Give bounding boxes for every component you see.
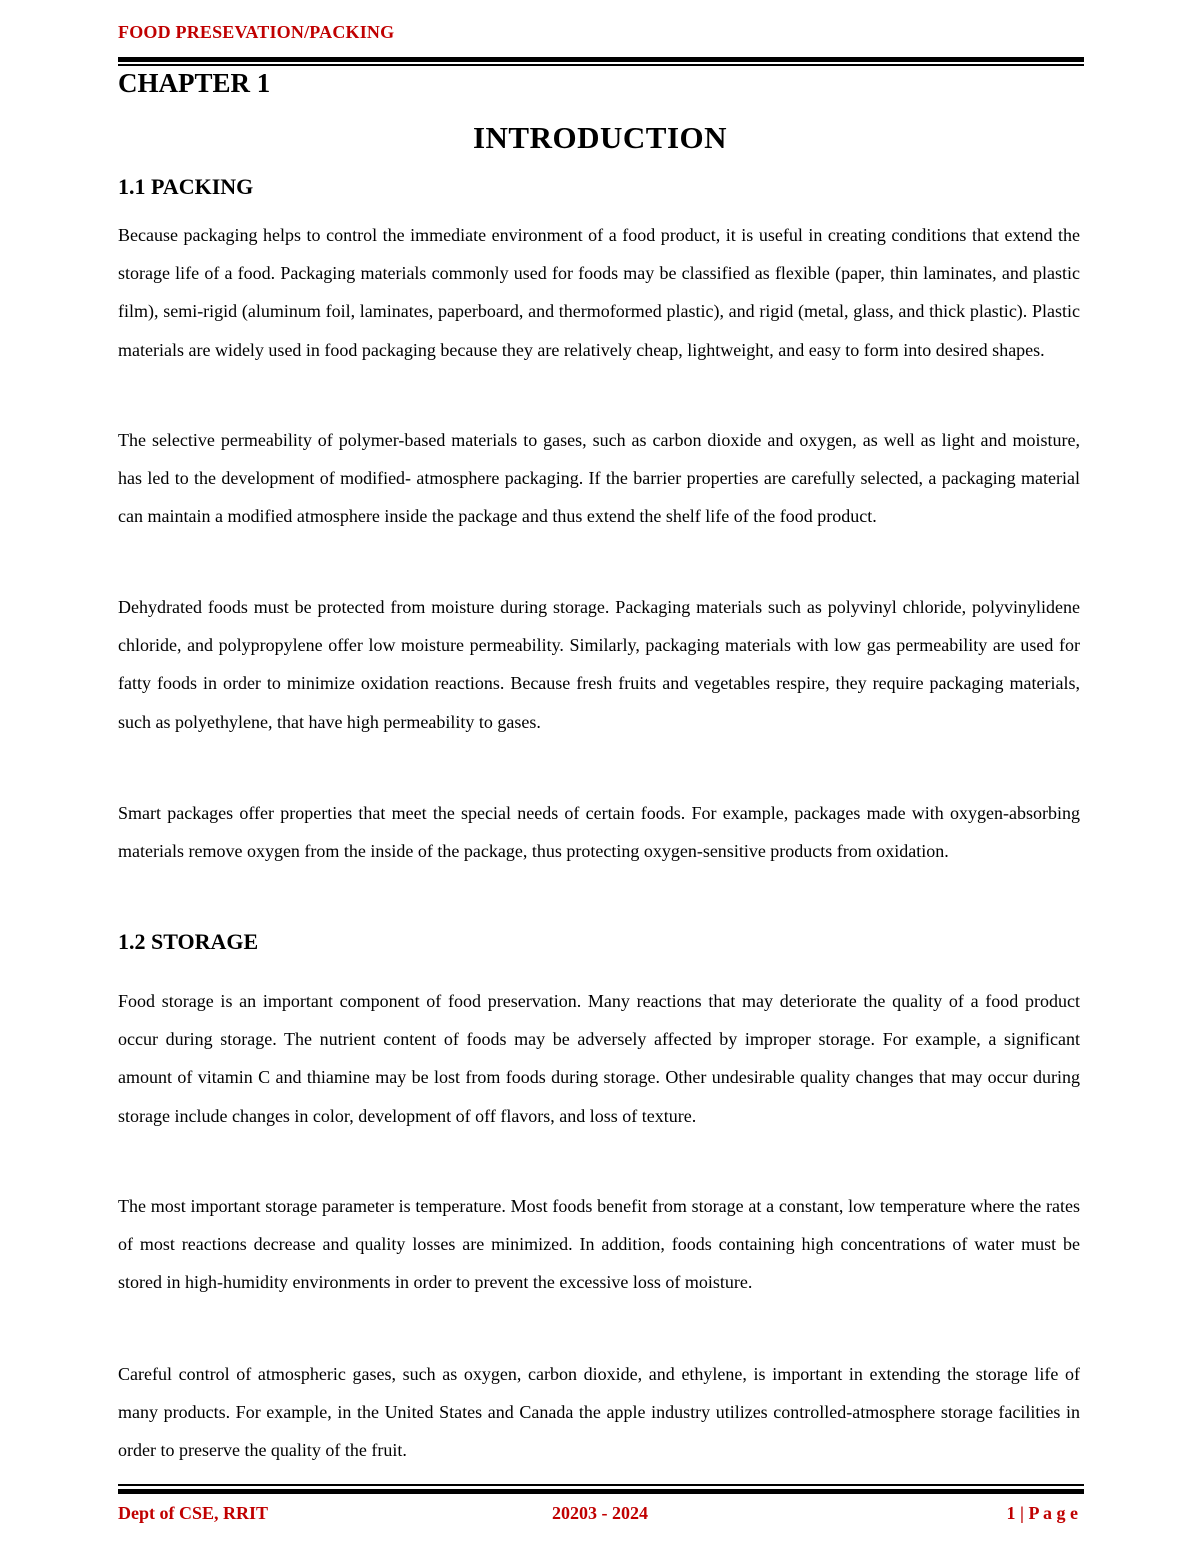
paragraph-text: The most important storage parameter is temperature. Most foods benefit from storage at a constant, low temperature where the rates of most reactions decrease and quality losses are minimized. In addition, foods containing high concentrations of water must be stored in high-humidity environments in order to prevent the excessive loss of moisture. xyxy=(118,1196,1080,1293)
paragraph xyxy=(118,982,1080,1135)
section-heading: 1.1 PACKING xyxy=(118,174,254,199)
paragraph-text: Food storage is an important component of food preservation. Many reactions that may deteriorate the quality of a food product occur during storage. The nutrient content of foods may be adversely affected by improper storage. For example, a significant amount of vitamin C and thiamine may be lost from foods during storage. Other undesirable quality changes that may occur during storage include changes in color, development of off flavors, and loss of texture. xyxy=(118,991,1080,1126)
paragraph-text: Smart packages offer properties that meet the special needs of certain foods. For example, packages made with oxygen-absorbing materials remove oxygen from the inside of the package, thus protecting oxygen-sensitive products from oxidation. xyxy=(118,803,1080,862)
paragraph-text: Because packaging helps to control the immediate environment of a food product, it is useful in creating conditions that extend the storage life of a food. Packaging materials commonly used for foods may be classified as flexible (paper, thin laminates, and plastic film), semi-rigid (aluminum foil, laminates, paperboard, and thermoformed plastic), and rigid (metal, glass, and thick plastic). Plastic materials are widely used in food packaging because they are relatively cheap, lightweight, and easy to form into desired shapes. xyxy=(118,225,1080,360)
header-rule-thick xyxy=(118,57,1084,62)
footer-department: Dept of CSE, RRIT xyxy=(118,1503,269,1523)
paragraph xyxy=(118,794,1080,870)
section-storage xyxy=(118,929,1080,955)
chapter-title: INTRODUCTION xyxy=(472,120,728,155)
chapter-label: CHAPTER 1 xyxy=(118,68,271,98)
running-header: FOOD PRESEVATION/PACKING xyxy=(118,22,395,42)
paragraph xyxy=(118,1187,1080,1302)
paragraph xyxy=(118,1355,1080,1470)
paragraph-text: The selective permeability of polymer-based materials to gases, such as carbon dioxide and oxygen, as well as light and moisture, has led to the development of modified- atmosphere packaging. If the barrier properties are carefully selected, a packaging material can maintain a modified atmosphere inside the package and thus extend the shelf life of the food product. xyxy=(118,430,1080,527)
section-heading: 1.2 STORAGE xyxy=(118,929,259,954)
paragraph-text: Dehydrated foods must be protected from moisture during storage. Packaging materials such as polyvinyl chloride, polyvinylidene chloride, and polypropylene offer low moisture permeability. Similarly, packaging materials with low gas permeability are used for fatty foods in order to minimize oxidation reactions. Because fresh fruits and vegetables respire, they require packaging materials, such as polyethylene, that have high permeability to gases. xyxy=(118,597,1080,732)
paragraph-text: Careful control of atmospheric gases, such as oxygen, carbon dioxide, and ethylene, is important in extending the storage life of many products. For example, in the United States and Canada the apple industry utilizes controlled-atmosphere storage facilities in order to preserve the quality of the fruit. xyxy=(118,1364,1080,1461)
header-rule-thin xyxy=(118,64,1084,66)
paragraph xyxy=(118,588,1080,741)
footer-year: 20203 - 2024 xyxy=(552,1503,648,1523)
paragraph xyxy=(118,421,1080,536)
footer-rule-thick xyxy=(118,1489,1084,1494)
footer-rule-thin xyxy=(118,1484,1084,1486)
section-packing xyxy=(118,174,1080,200)
paragraph xyxy=(118,216,1080,369)
footer-page-number: 1 | P a g e xyxy=(1006,1503,1078,1523)
